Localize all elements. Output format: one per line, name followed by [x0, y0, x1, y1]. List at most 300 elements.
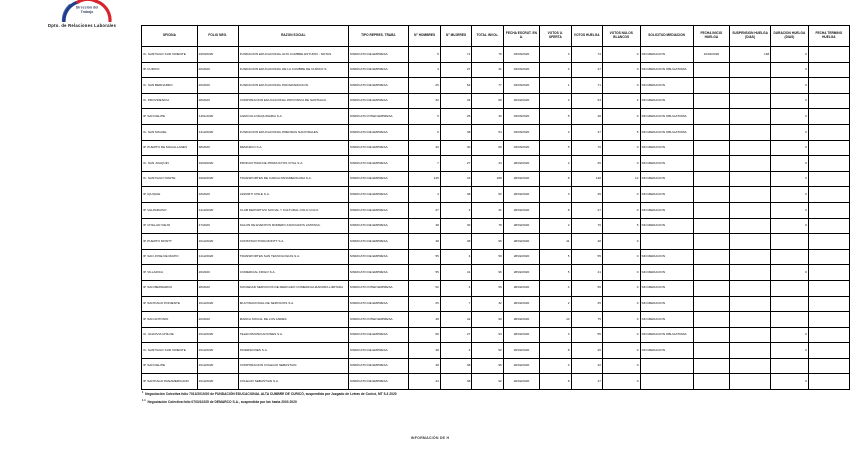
cell-fecha-inicio — [693, 312, 729, 328]
footnote-marker: 1-1 — [142, 398, 146, 402]
cell-mujeres: 48 — [440, 374, 471, 390]
cell-mujeres: 4 — [440, 280, 471, 296]
cell-votos-huelga: 45 — [571, 187, 602, 203]
cell-hombres: 4 — [409, 62, 440, 78]
cell-solicitud: SIN MEDIACION — [640, 296, 693, 312]
cell-duracion: 0 — [771, 327, 809, 343]
cell-suspension — [730, 109, 771, 125]
cell-votos-nulos: 0 — [602, 140, 640, 156]
cell-total: 30 — [472, 109, 503, 125]
cell-votos-nulos: 0 — [602, 47, 640, 63]
cell-fecha-termino — [808, 312, 849, 328]
cell-fecha-termino — [808, 78, 849, 94]
cell-solicitud: SIN MEDIACION — [640, 93, 693, 109]
cell-votos-nulos: 12 — [602, 171, 640, 187]
cell-oficina: IP. SAN JOSE DE MAIPO — [142, 249, 198, 265]
cell-fecha-termino — [808, 218, 849, 234]
cell-votos-oferta: 10 — [540, 312, 571, 328]
cell-folio: 1603/2020 — [197, 47, 238, 63]
cell-suspension: 168 — [730, 47, 771, 63]
cell-fecha-inicio — [693, 171, 729, 187]
cell-razon-social: COMERCIAL FRIGO S.A. — [238, 265, 348, 281]
cell-folio: 1603/2020 — [197, 156, 238, 172]
cell-fecha-inicio — [693, 124, 729, 140]
cell-fecha-termino — [808, 109, 849, 125]
cell-mujeres: 48 — [440, 358, 471, 374]
cell-total: 92 — [472, 374, 503, 390]
cell-oficina: IC. SAN MIGUEL — [142, 124, 198, 140]
cell-folio: 20/2020 — [197, 62, 238, 78]
table-row — [142, 171, 850, 187]
column-header-votos-huelga: VOTOS HUELGA — [571, 26, 602, 47]
cell-razon-social: CLUB DEPORTIVO SOCIAL Y CULTURAL COLO COLO. — [238, 202, 348, 218]
cell-tipo-repres: SINDICATO DE EMPRESA — [348, 343, 409, 359]
cell-votos-huelga: 55 — [571, 327, 602, 343]
table-row — [142, 265, 850, 281]
cell-solicitud: SIN MEDIACION — [640, 171, 693, 187]
cell-mujeres: 25 — [440, 109, 471, 125]
cell-tipo-repres: SINDICATO DE EMPRESA — [348, 140, 409, 156]
cell-total: 31 — [472, 202, 503, 218]
logo-line1-text: Dirección del — [75, 5, 99, 10]
cell-votos-oferta: 2 — [540, 156, 571, 172]
cell-solicitud: SIN MEDIACION — [640, 187, 693, 203]
cell-razon-social: FUNDACION EDUCACIONAL PROGRAMACION. — [238, 78, 348, 94]
cell-votos-oferta: 41 — [540, 234, 571, 250]
cell-tipo-repres: SINDICATO DE EMPRESA — [348, 296, 409, 312]
column-header-total: TOTAL INVOL. — [472, 26, 503, 47]
cell-duracion: 0 — [771, 202, 809, 218]
cell-duracion — [771, 358, 809, 374]
table-row — [142, 109, 850, 125]
cell-razon-social: AZZORTI CHILE S.A. — [238, 187, 348, 203]
cell-fecha-escrut: 20/02/2020 — [503, 358, 539, 374]
cell-votos-oferta: 2 — [540, 296, 571, 312]
cell-fecha-escrut: 28/02/2020 — [503, 218, 539, 234]
cell-razon-social: COLEGIO SEBASTIAN S.A. — [238, 374, 348, 390]
cell-suspension — [730, 202, 771, 218]
cell-hombres: 4 — [409, 187, 440, 203]
cell-folio: 47/2020 — [197, 218, 238, 234]
cell-tipo-repres: SINDICATO DE EMPRESA — [348, 78, 409, 94]
cell-fecha-termino — [808, 62, 849, 78]
cell-votos-huelga: 73 — [571, 47, 602, 63]
column-header-hombres: N° HOMBRES — [409, 26, 440, 47]
cell-folio: 38/2020 — [197, 140, 238, 156]
cell-fecha-termino — [808, 343, 849, 359]
cell-suspension — [730, 343, 771, 359]
chile-government-arc-logo — [46, 0, 146, 22]
cell-folio: 1612/2020 — [197, 343, 238, 359]
cell-folio: 26/2020 — [197, 78, 238, 94]
cell-razon-social: DEMARCO S.A. — [238, 140, 348, 156]
cell-votos-oferta: 3 — [540, 327, 571, 343]
cell-fecha-inicio — [693, 187, 729, 203]
table-row — [142, 280, 850, 296]
cell-suspension — [730, 171, 771, 187]
cell-votos-huelga: 27 — [571, 62, 602, 78]
cell-fecha-termino — [808, 358, 849, 374]
table-row — [142, 140, 850, 156]
page-footer-text: INFORMACIÓN DE H — [410, 436, 450, 440]
cell-votos-nulos: 0 — [602, 312, 640, 328]
cell-hombres: 40 — [409, 140, 440, 156]
column-header-fecha-inicio: FECHA INICIO HUELGA — [693, 26, 729, 47]
cell-fecha-termino — [808, 140, 849, 156]
cell-hombres: 52 — [409, 280, 440, 296]
cell-mujeres: 48 — [440, 187, 471, 203]
cell-votos-oferta: 8 — [540, 374, 571, 390]
cell-suspension — [730, 296, 771, 312]
cell-suspension — [730, 156, 771, 172]
cell-suspension — [730, 327, 771, 343]
cell-votos-nulos: 0 — [602, 202, 640, 218]
cell-fecha-inicio — [693, 296, 729, 312]
cell-duracion: 0 — [771, 93, 809, 109]
cell-votos-nulos: 0 — [602, 234, 640, 250]
cell-total: 93 — [472, 327, 503, 343]
cell-hombres: 55 — [409, 249, 440, 265]
cell-oficina: IP. CURICO — [142, 62, 198, 78]
cell-tipo-repres: SINDICATO DE EMPRESA — [348, 93, 409, 109]
cell-votos-nulos: 0 — [602, 265, 640, 281]
cell-votos-nulos: 0 — [602, 296, 640, 312]
cell-votos-oferta: 5 — [540, 249, 571, 265]
cell-oficina: IC. SAN JOAQUIN — [142, 156, 198, 172]
cell-duracion: 0 — [771, 265, 809, 281]
cell-mujeres: 4 — [440, 202, 471, 218]
cell-fecha-escrut: 20/02/2020 — [503, 93, 539, 109]
table-row — [142, 202, 850, 218]
cell-mujeres: 41 — [440, 265, 471, 281]
cell-suspension — [730, 249, 771, 265]
cell-votos-huelga: 47 — [571, 124, 602, 140]
cell-fecha-escrut: 28/02/2020 — [503, 156, 539, 172]
cell-fecha-termino — [808, 171, 849, 187]
cell-suspension — [730, 93, 771, 109]
cell-mujeres: 43 — [440, 171, 471, 187]
cell-tipo-repres: SINDICATO DE EMPRESA — [348, 265, 409, 281]
cell-total: 96 — [472, 234, 503, 250]
cell-total: 52 — [472, 343, 503, 359]
cell-mujeres: 42 — [440, 312, 471, 328]
cell-oficina: IP. VALPARAISO — [142, 202, 198, 218]
cell-votos-nulos: 0 — [602, 249, 640, 265]
cell-suspension — [730, 124, 771, 140]
cell-duracion — [771, 296, 809, 312]
cell-oficina: IP. SAN FELIPE — [142, 358, 198, 374]
cell-fecha-inicio — [693, 93, 729, 109]
cell-votos-oferta: 2 — [540, 93, 571, 109]
cell-mujeres: 71 — [440, 47, 471, 63]
table-row — [142, 78, 850, 94]
cell-solicitud: SIN MEDIACION — [640, 156, 693, 172]
cell-tipo-repres: SINDICATO DE EMPRESA — [348, 202, 409, 218]
cell-suspension — [730, 312, 771, 328]
cell-tipo-repres: SINDICATO DE EMPRESA — [348, 171, 409, 187]
cell-suspension — [730, 374, 771, 390]
cell-fecha-termino — [808, 124, 849, 140]
cell-tipo-repres: SINDICATO DE EMPRESA — [348, 47, 409, 63]
cell-fecha-inicio — [693, 358, 729, 374]
cell-folio: 20/2020 — [197, 265, 238, 281]
table-header-row — [142, 26, 850, 47]
cell-hombres: 27 — [409, 202, 440, 218]
cell-votos-huelga: 71 — [571, 78, 602, 94]
cell-votos-oferta: 5 — [540, 109, 571, 125]
cell-mujeres: 52 — [440, 78, 471, 94]
cell-suspension — [730, 218, 771, 234]
cell-votos-oferta: 2 — [540, 218, 571, 234]
cell-duracion: 0 — [771, 47, 809, 63]
cell-votos-huelga: 70 — [571, 140, 602, 156]
cell-total: 59 — [472, 249, 503, 265]
cell-fecha-inicio — [693, 265, 729, 281]
cell-suspension — [730, 280, 771, 296]
cell-fecha-termino — [808, 327, 849, 343]
cell-solicitud: SIN MEDIACION — [640, 265, 693, 281]
cell-oficina: IP. CHILLAN VIEJO — [142, 218, 198, 234]
cell-fecha-escrut: 28/02/2020 — [503, 327, 539, 343]
cell-suspension — [730, 187, 771, 203]
cell-fecha-escrut: 03/03/2020 — [503, 140, 539, 156]
cell-fecha-termino — [808, 93, 849, 109]
cell-votos-nulos: 5 — [602, 218, 640, 234]
cell-fecha-inicio — [693, 327, 729, 343]
cell-fecha-escrut: 03/03/2020 — [503, 47, 539, 63]
strike-records-table — [141, 25, 850, 390]
cell-fecha-inicio — [693, 249, 729, 265]
cell-mujeres: 27 — [440, 156, 471, 172]
cell-fecha-inicio: 10/03/2020 — [693, 47, 729, 63]
cell-tipo-repres: SINDICATO DE EMPRESA — [348, 327, 409, 343]
cell-fecha-escrut: 20/02/2020 — [503, 374, 539, 390]
cell-hombres: 7 — [409, 156, 440, 172]
column-header-oficina: OFICINA — [142, 26, 198, 47]
column-header-duracion: DURACION HUELGA (DIAS) — [771, 26, 809, 47]
cell-total: 32 — [472, 296, 503, 312]
cell-duracion — [771, 312, 809, 328]
cell-mujeres: 27 — [440, 327, 471, 343]
cell-razon-social: CORPORACION EDUCACIONAL PROVINCIA DE SANTIAGO. — [238, 93, 348, 109]
cell-razon-social: FUNDACION EDUCACIONAL DE LA CUMBRE DE CURICO S. — [238, 62, 348, 78]
cell-oficina: IP. SANTIAGO PANAMERICANO — [142, 374, 198, 390]
cell-votos-oferta: 4 — [540, 62, 571, 78]
cell-duracion: 0 — [771, 124, 809, 140]
cell-folio: 1612/2020 — [197, 374, 238, 390]
cell-fecha-termino — [808, 202, 849, 218]
cell-votos-huelga: 42 — [571, 358, 602, 374]
cell-solicitud: SIN MEDIACION — [640, 47, 693, 63]
footnote-text: Negociación Colectiva folio 0703/10235 de DEMARCO S.A., suspendida por las hasta 2003 2020 — [147, 399, 297, 404]
cell-hombres: 48 — [409, 312, 440, 328]
cell-votos-oferta: 8 — [540, 171, 571, 187]
cell-mujeres: 4 — [440, 343, 471, 359]
cell-votos-oferta: 8 — [540, 343, 571, 359]
cell-duracion: 0 — [771, 109, 809, 125]
cell-solicitud: SIN MEDIACION — [640, 202, 693, 218]
cell-votos-huelga: 47 — [571, 374, 602, 390]
cell-duracion: 0 — [771, 140, 809, 156]
cell-votos-huelga: 48 — [571, 109, 602, 125]
cell-solicitud: SIN MEDIACION — [640, 343, 693, 359]
cell-duracion — [771, 280, 809, 296]
cell-fecha-inicio — [693, 109, 729, 125]
cell-hombres: 55 — [409, 265, 440, 281]
cell-votos-huelga: 70 — [571, 218, 602, 234]
cell-duracion: 0 — [771, 187, 809, 203]
cell-folio: 1412/2020 — [197, 202, 238, 218]
cell-tipo-repres: SINDICATO DE EMPRESA — [348, 249, 409, 265]
cell-tipo-repres: SINDICATO DE EMPRESA — [348, 124, 409, 140]
cell-folio: 1401/2020 — [197, 109, 238, 125]
cell-duracion: 0 — [771, 78, 809, 94]
cell-solicitud: SIN MEDIACION — [640, 280, 693, 296]
cell-votos-huelga: 55 — [571, 249, 602, 265]
cell-votos-huelga: 56 — [571, 280, 602, 296]
cell-votos-huelga: 41 — [571, 265, 602, 281]
cell-razon-social: INVERSIONES S.A. — [238, 343, 348, 359]
cell-oficina: IP. SAN FELIPE — [142, 109, 198, 125]
cell-votos-oferta: 3 — [540, 187, 571, 203]
cell-solicitud: SIN MEDIACION OBLIGATORIA — [640, 62, 693, 78]
cell-fecha-termino — [808, 280, 849, 296]
table-row — [142, 47, 850, 63]
cell-folio: 28/2020 — [197, 93, 238, 109]
cell-fecha-termino — [808, 156, 849, 172]
cell-duracion — [771, 234, 809, 250]
cell-solicitud: SIN MEDIACION — [640, 312, 693, 328]
cell-fecha-escrut: 28/02/2020 — [503, 280, 539, 296]
cell-duracion: 0 — [771, 343, 809, 359]
cell-razon-social: MULTINACIONAL DE SERVICIOS S.A. — [238, 296, 348, 312]
cell-razon-social: FUNDACION EDUCACIONAL ALTA CUMBRE ESTUDIO - NOTAS. — [238, 47, 348, 63]
column-header-suspension: SUSPENSION HUELGA (DIAS) — [730, 26, 771, 47]
cell-fecha-termino — [808, 249, 849, 265]
cell-hombres: 32 — [409, 93, 440, 109]
cell-duracion: 0 — [771, 374, 809, 390]
cell-votos-nulos: 0 — [602, 343, 640, 359]
cell-votos-nulos: 0 — [602, 109, 640, 125]
cell-suspension — [730, 234, 771, 250]
cell-tipo-repres: SINDICATO DE EMPRESA — [348, 187, 409, 203]
footnote-text: Negociación Colectiva folio 7013/2019/20 de FUNDACIÓN EDUCACIONAL ALTA CUMBRE DE CURICÓ, suspendida por Juzgado de Letras de Curicó, MT 5-3 2020 — [145, 392, 397, 397]
cell-solicitud — [640, 358, 693, 374]
cell-fecha-escrut: 03/03/2020 — [503, 109, 539, 125]
cell-mujeres: 7 — [440, 296, 471, 312]
cell-votos-oferta: 4 — [540, 280, 571, 296]
cell-razon-social: CONSTRUCTORA MONTT S.A. — [238, 234, 348, 250]
cell-solicitud: SIN MEDIACION — [640, 218, 693, 234]
cell-razon-social: TELECOMUNICACIONES S.A. — [238, 327, 348, 343]
cell-mujeres: 48 — [440, 234, 471, 250]
table-row — [142, 234, 850, 250]
table-row — [142, 327, 850, 343]
cell-hombres: 5 — [409, 109, 440, 125]
cell-solicitud: SIN MEDIACION OBLIGATORIA — [640, 124, 693, 140]
cell-folio: 1612/2020 — [197, 234, 238, 250]
table-body — [142, 47, 850, 390]
cell-solicitud: SIN MEDIACION OBLIGATORIA — [640, 327, 693, 343]
cell-total: 31 — [472, 62, 503, 78]
cell-solicitud: SIN MEDIACION OBLIGATORIA — [640, 109, 693, 125]
cell-folio: 28/2020 — [197, 280, 238, 296]
cell-fecha-escrut: 03/03/2020 — [503, 62, 539, 78]
table-row — [142, 312, 850, 328]
cell-folio: 1612/2020 — [197, 358, 238, 374]
cell-hombres: 48 — [409, 343, 440, 359]
cell-total: 77 — [472, 78, 503, 94]
cell-mujeres: 30 — [440, 218, 471, 234]
cell-oficina: IP. SANTIAGO PONIENTE — [142, 296, 198, 312]
cell-votos-nulos: 0 — [602, 187, 640, 203]
cell-votos-huelga: 25 — [571, 343, 602, 359]
cell-total: 96 — [472, 265, 503, 281]
table-row — [142, 218, 850, 234]
cell-folio: 1602/2020 — [197, 171, 238, 187]
cell-total: 66 — [472, 93, 503, 109]
table-row — [142, 156, 850, 172]
cell-mujeres: 48 — [440, 124, 471, 140]
cell-total: 76 — [472, 47, 503, 63]
cell-oficina: IC. SAN BERNARDO — [142, 78, 198, 94]
cell-total: 52 — [472, 187, 503, 203]
cell-fecha-escrut: 28/02/2020 — [503, 296, 539, 312]
cell-total: 188 — [472, 171, 503, 187]
cell-oficina: IC. SANTIAGO SUR ORIENTE — [142, 343, 198, 359]
cell-fecha-escrut: 20/02/2020 — [503, 343, 539, 359]
footnote-marker: 1 — [142, 391, 144, 394]
cell-oficina: IP. SAN ANTONIO — [142, 312, 198, 328]
cell-oficina: IP. IQUIQUE — [142, 187, 198, 203]
footnote-item — [142, 391, 842, 396]
cell-suspension — [730, 358, 771, 374]
cell-folio: 1612/2020 — [197, 327, 238, 343]
cell-mujeres: 4 — [440, 249, 471, 265]
cell-hombres: 6 — [409, 124, 440, 140]
cell-mujeres: 34 — [440, 93, 471, 109]
cell-total: 34 — [472, 156, 503, 172]
cell-solicitud — [640, 374, 693, 390]
institution-logo — [46, 0, 146, 28]
cell-votos-nulos: 0 — [602, 327, 640, 343]
cell-tipo-repres: SINDICATO DE EMPRESA — [348, 374, 409, 390]
column-header-fecha-termino: FECHA TERMINO HUELGA — [808, 26, 849, 47]
cell-votos-oferta: 5 — [540, 140, 571, 156]
logo-line2-text: Trabajo — [80, 10, 94, 14]
cell-fecha-inicio — [693, 62, 729, 78]
table-row — [142, 358, 850, 374]
cell-votos-oferta: 5 — [540, 265, 571, 281]
cell-fecha-inicio — [693, 343, 729, 359]
table-row — [142, 343, 850, 359]
table-row — [142, 187, 850, 203]
cell-oficina: IP. VILLARICA — [142, 265, 198, 281]
cell-votos-nulos: 5 — [602, 124, 640, 140]
cell-solicitud: SIN MEDIACION — [640, 78, 693, 94]
cell-oficina: IC. SANTIAGO NORTE — [142, 171, 198, 187]
cell-folio: 18/2020 — [197, 187, 238, 203]
table-row — [142, 124, 850, 140]
cell-oficina: IP. SAN BERNARDO — [142, 280, 198, 296]
cell-suspension — [730, 62, 771, 78]
cell-fecha-termino — [808, 374, 849, 390]
cell-oficina: IC. SANTIAGO SUR ORIENTE — [142, 47, 198, 63]
cell-fecha-inicio — [693, 156, 729, 172]
cell-votos-nulos: 0 — [602, 374, 640, 390]
cell-fecha-inicio — [693, 218, 729, 234]
cell-solicitud — [640, 234, 693, 250]
